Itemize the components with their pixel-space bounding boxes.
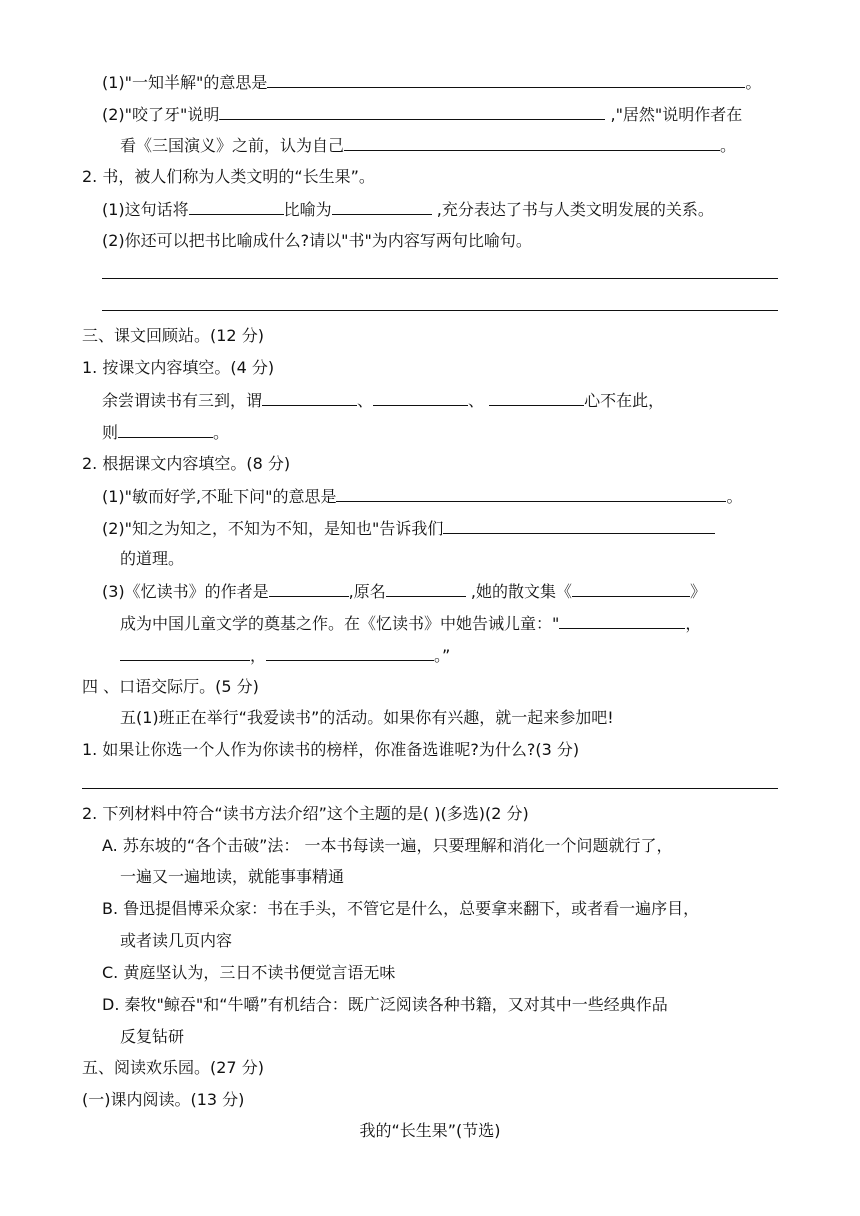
question-heading: 1. 按课文内容填空。(4 分) <box>82 358 275 377</box>
passage-title: 我的“长生果”(节选) <box>359 1121 501 1140</box>
answer-blank[interactable] <box>267 71 745 88</box>
answer-line[interactable] <box>102 278 778 279</box>
option-d: D. 秦牧"鲸吞"和“牛嚼”有机结合：既广泛阅读各种书籍，又对其中一些经典作品 <box>102 995 668 1014</box>
answer-blank[interactable] <box>336 485 726 502</box>
question-line: 余尝谓读书有三到，谓 、 、 心不在此， <box>102 391 665 410</box>
section-heading: 五、阅读欢乐园。(27 分) <box>82 1058 264 1077</box>
question-line: (1)这句话将 比喻为 ,充分表达了书与人类文明发展的关系。 <box>102 200 714 219</box>
option-c: C. 黄庭坚认为，三日不读书便觉言语无味 <box>102 963 396 982</box>
question-heading: 2. 根据课文内容填空。(8 分) <box>82 454 291 473</box>
answer-blank[interactable] <box>386 580 466 597</box>
question-line: (3)《忆读书》的作者是 ,原名 ,她的散文集《 》 <box>102 582 706 601</box>
answer-blank[interactable] <box>269 580 349 597</box>
question-line: 看《三国演义》之前，认为自己 。 <box>120 136 737 155</box>
section-heading: 三、课文回顾站。(12 分) <box>82 326 264 345</box>
question-line: (1)"敏而好学,不耻下问"的意思是 。 <box>102 487 743 506</box>
question-line: (2)"知之为知之，不知为不知，是知也"告诉我们 <box>102 517 715 539</box>
question-line: 成为中国儿童文学的奠基之作。在《忆读书》中她告诫儿童：" ， <box>120 614 702 633</box>
answer-blank[interactable] <box>262 389 357 406</box>
answer-line[interactable] <box>102 310 778 311</box>
answer-blank[interactable] <box>266 644 434 661</box>
section-heading: 四 、口语交际厅。(5 分) <box>82 677 259 696</box>
answer-blank[interactable] <box>219 103 605 120</box>
answer-blank[interactable] <box>559 612 685 629</box>
answer-blank[interactable] <box>572 580 690 597</box>
answer-blank[interactable] <box>332 198 432 215</box>
option-a-cont: 一遍又一遍地读，就能事事精通 <box>120 867 345 886</box>
question-line: (2)你还可以把书比喻成什么?请以"书"为内容写两句比喻句。 <box>102 231 532 250</box>
subsection-heading: (一)课内阅读。(13 分) <box>82 1090 245 1109</box>
option-a: A. 苏东坡的“各个击破”法： 一本书每读一遍，只要理解和消化一个问题就行了， <box>102 836 673 855</box>
question-heading: 2. 下列材料中符合“读书方法介绍”这个主题的是( )(多选)(2 分) <box>82 804 529 823</box>
answer-blank[interactable] <box>489 389 584 406</box>
question-heading: 1. 如果让你选一个人作为你读书的榜样，你准备选谁呢?为什么?(3 分) <box>82 740 580 759</box>
question-line: 的道理。 <box>120 549 185 568</box>
answer-blank[interactable] <box>118 421 213 438</box>
question-line: 则 。 <box>102 423 230 442</box>
question-heading: 2. 书，被人们称为人类文明的“长生果”。 <box>82 167 375 186</box>
question-line: (1)"一知半解"的意思是 。 <box>102 73 762 92</box>
answer-blank[interactable] <box>443 517 715 534</box>
answer-line[interactable] <box>82 788 778 789</box>
option-d-cont: 反复钻研 <box>120 1027 185 1046</box>
answer-blank[interactable] <box>373 389 468 406</box>
answer-blank[interactable] <box>120 644 250 661</box>
paragraph: 五(1)班正在举行“我爱读书”的活动。如果你有兴趣，就一起来参加吧! <box>120 708 614 727</box>
option-b: B. 鲁迅提倡博采众家：书在手头，不管它是什么，总要拿来翻下，或者看一遍序目， <box>102 899 700 918</box>
answer-blank[interactable] <box>189 198 284 215</box>
question-line: (2)"咬了牙"说明 ,"居然"说明作者在 <box>102 105 743 124</box>
answer-blank[interactable] <box>344 134 720 151</box>
option-b-cont: 或者读几页内容 <box>120 931 233 950</box>
question-line: ， 。” <box>120 644 450 666</box>
